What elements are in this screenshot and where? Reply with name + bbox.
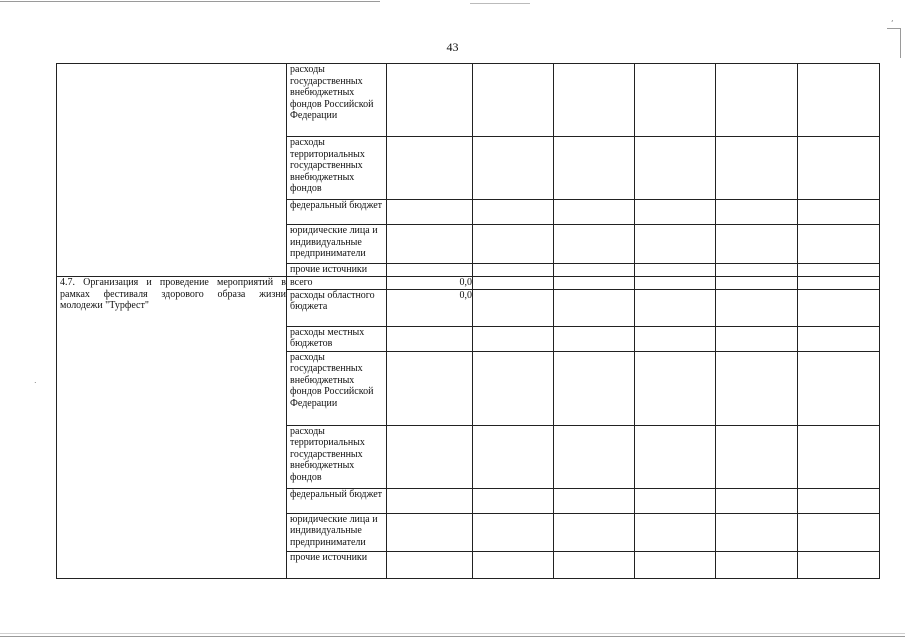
- value-cell: [798, 289, 880, 326]
- source-cell: прочие источники: [287, 264, 387, 277]
- value-cell: [554, 264, 635, 277]
- source-cell: расходы местных бюджетов: [287, 326, 387, 351]
- value-cell: [798, 277, 880, 290]
- value-cell: [635, 551, 716, 578]
- value-cell: [473, 289, 554, 326]
- value-cell: [635, 277, 716, 290]
- value-cell: [635, 513, 716, 551]
- value-cell: [798, 137, 880, 200]
- value-cell: [798, 64, 880, 137]
- total-cell: [387, 551, 473, 578]
- value-cell: [716, 425, 798, 488]
- total-cell: [387, 137, 473, 200]
- event-cell: 4.7. Организация и проведение мероприятий в рамках фестиваля здорового образа жизни молодежи "Турфест": [57, 277, 287, 579]
- source-cell: юридические лица и индивидуальные предприниматели: [287, 225, 387, 264]
- value-cell: [635, 225, 716, 264]
- value-cell: [554, 200, 635, 225]
- value-cell: [554, 351, 635, 425]
- source-cell: федеральный бюджет: [287, 488, 387, 513]
- value-cell: [473, 551, 554, 578]
- value-cell: [716, 264, 798, 277]
- margin-mark: .: [34, 376, 37, 385]
- total-cell: 0,0: [387, 289, 473, 326]
- value-cell: [635, 64, 716, 137]
- value-cell: [798, 351, 880, 425]
- value-cell: [473, 351, 554, 425]
- scan-edge-right-hook: [887, 28, 900, 29]
- value-cell: [635, 200, 716, 225]
- value-cell: [716, 326, 798, 351]
- value-cell: [635, 425, 716, 488]
- source-cell: расходы областного бюджета: [287, 289, 387, 326]
- value-cell: [473, 425, 554, 488]
- value-cell: [473, 513, 554, 551]
- table-row: [57, 64, 880, 137]
- value-cell: [798, 488, 880, 513]
- margin-mark: ,: [891, 14, 894, 23]
- value-cell: [473, 277, 554, 290]
- value-cell: [473, 264, 554, 277]
- value-cell: [473, 137, 554, 200]
- scan-edge-top-dash: [470, 3, 530, 4]
- value-cell: [554, 137, 635, 200]
- source-cell: юридические лица и индивидуальные предприниматели: [287, 513, 387, 551]
- value-cell: [716, 64, 798, 137]
- value-cell: [716, 289, 798, 326]
- scan-edge-bottom-light: [0, 633, 905, 634]
- value-cell: [554, 425, 635, 488]
- page-number: 43: [446, 40, 459, 54]
- value-cell: [716, 137, 798, 200]
- total-cell: [387, 264, 473, 277]
- value-cell: [798, 326, 880, 351]
- total-cell: [387, 351, 473, 425]
- value-cell: [473, 200, 554, 225]
- value-cell: [635, 264, 716, 277]
- table-row: [57, 277, 880, 290]
- value-cell: [716, 488, 798, 513]
- scan-edge-top: [0, 1, 380, 2]
- value-cell: [473, 225, 554, 264]
- total-cell: [387, 225, 473, 264]
- source-cell: расходы государственных внебюджетных фондов Российской Федерации: [287, 64, 387, 137]
- value-cell: [554, 289, 635, 326]
- total-cell: [387, 200, 473, 225]
- value-cell: [635, 326, 716, 351]
- value-cell: [798, 513, 880, 551]
- budget-table: [56, 63, 880, 579]
- value-cell: [554, 326, 635, 351]
- total-cell: [387, 425, 473, 488]
- value-cell: [798, 200, 880, 225]
- value-cell: [798, 425, 880, 488]
- value-cell: [554, 488, 635, 513]
- value-cell: [635, 137, 716, 200]
- value-cell: [554, 551, 635, 578]
- value-cell: [554, 277, 635, 290]
- value-cell: [473, 326, 554, 351]
- value-cell: [635, 488, 716, 513]
- value-cell: [716, 200, 798, 225]
- scan-edge-right: [900, 28, 901, 58]
- source-cell: федеральный бюджет: [287, 200, 387, 225]
- value-cell: [716, 551, 798, 578]
- total-cell: [387, 64, 473, 137]
- value-cell: [798, 551, 880, 578]
- source-cell: расходы государственных внебюджетных фондов Российской Федерации: [287, 351, 387, 425]
- value-cell: [798, 264, 880, 277]
- total-cell: 0,0: [387, 277, 473, 290]
- event-cell: [57, 64, 287, 277]
- value-cell: [716, 351, 798, 425]
- source-cell: расходы территориальных государственных внебюджетных фондов: [287, 425, 387, 488]
- source-cell: прочие источники: [287, 551, 387, 578]
- value-cell: [554, 225, 635, 264]
- total-cell: [387, 513, 473, 551]
- total-cell: [387, 488, 473, 513]
- value-cell: [635, 351, 716, 425]
- value-cell: [716, 225, 798, 264]
- value-cell: [716, 513, 798, 551]
- source-cell: всего: [287, 277, 387, 290]
- value-cell: [473, 488, 554, 513]
- value-cell: [798, 225, 880, 264]
- source-cell: расходы территориальных государственных внебюджетных фондов: [287, 137, 387, 200]
- total-cell: [387, 326, 473, 351]
- value-cell: [716, 277, 798, 290]
- value-cell: [554, 64, 635, 137]
- scan-edge-bottom: [0, 636, 905, 637]
- value-cell: [635, 289, 716, 326]
- value-cell: [554, 513, 635, 551]
- value-cell: [473, 64, 554, 137]
